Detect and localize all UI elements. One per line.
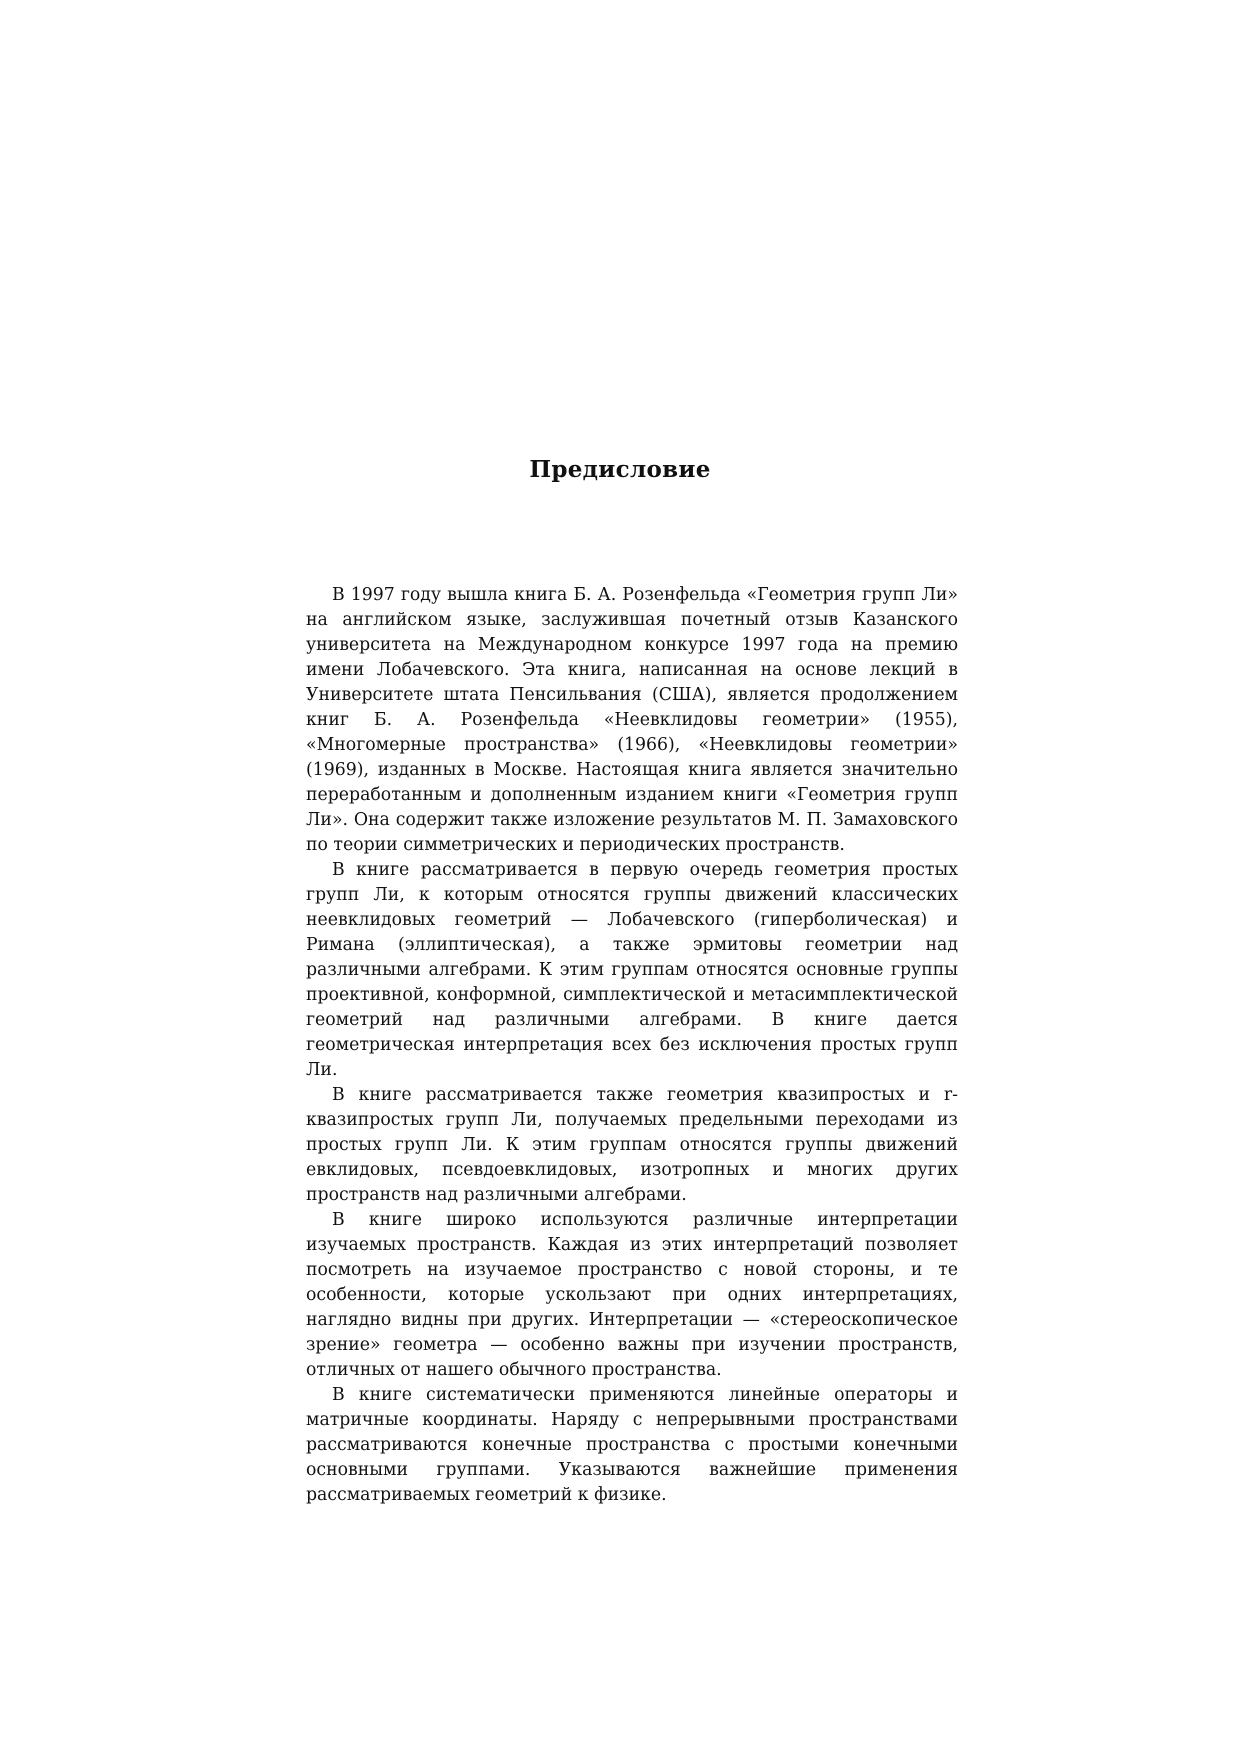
paragraph: В книге рассматривается также геометрия квазипростых и r-квазипростых групп Ли, получаемых предельными переходами из простых групп Ли. К этим группам относятся группы движений евклидовых, псевдоевклидовых, изотропных и многих других пространств над различными алгебрами. [306,1085,958,1205]
paragraph: В 1997 году вышла книга Б. А. Розенфельда «Геометрия групп Ли» на английском языке, заслужившая почетный отзыв Казанского университета на Международном конкурсе 1997 года на премию имени Лобачевского. Эта книга, написанная на основе лекций в Университете штата Пенсильвания (США), является продолжением книг Б. А. Розенфельда «Неевклидовы геометрии» (1955), «Многомерные пространства» (1966), «Неевклидовы геометрии» (1969), изданных в Москве. Настоящая книга является значительно переработанным и дополненным изданием книги «Геометрия групп Ли». Она содержит также изложение результатов М. П. Замаховского по теории симметрических и периодических пространств. [306,585,958,855]
page-title: Предисловие [529,456,711,483]
paragraph: В книге рассматривается в первую очередь геометрия простых групп Ли, к которым относятся группы движений классических неевклидовых геометрий — Лобачевского (гиперболическая) и Римана (эллиптическая), а также эрмитовы геометрии над различными алгебрами. К этим группам относятся основные группы проективной, конформной, симплектической и метасимплектической геометрий над различными алгебрами. В книге дается геометрическая интерпретация всех без исключения простых групп Ли. [306,860,958,1080]
paragraph: В книге систематически применяются линейные операторы и матричные координаты. Наряду с непрерывными пространствами рассматриваются конечные пространства с простыми конечными основными группами. Указываются важнейшие применения рассматриваемых геометрий к физике. [306,1385,958,1505]
paragraph: В книге широко используются различные интерпретации изучаемых пространств. Каждая из этих интерпретаций позволяет посмотреть на изучаемое пространство с новой стороны, и те особенности, которые ускользают при одних интерпретациях, наглядно видны при других. Интерпретации — «стереоскопическое зрение» геометра — особенно важны при изучении пространств, отличных от нашего обычного пространства. [306,1210,958,1380]
preface-body [306,583,958,1508]
